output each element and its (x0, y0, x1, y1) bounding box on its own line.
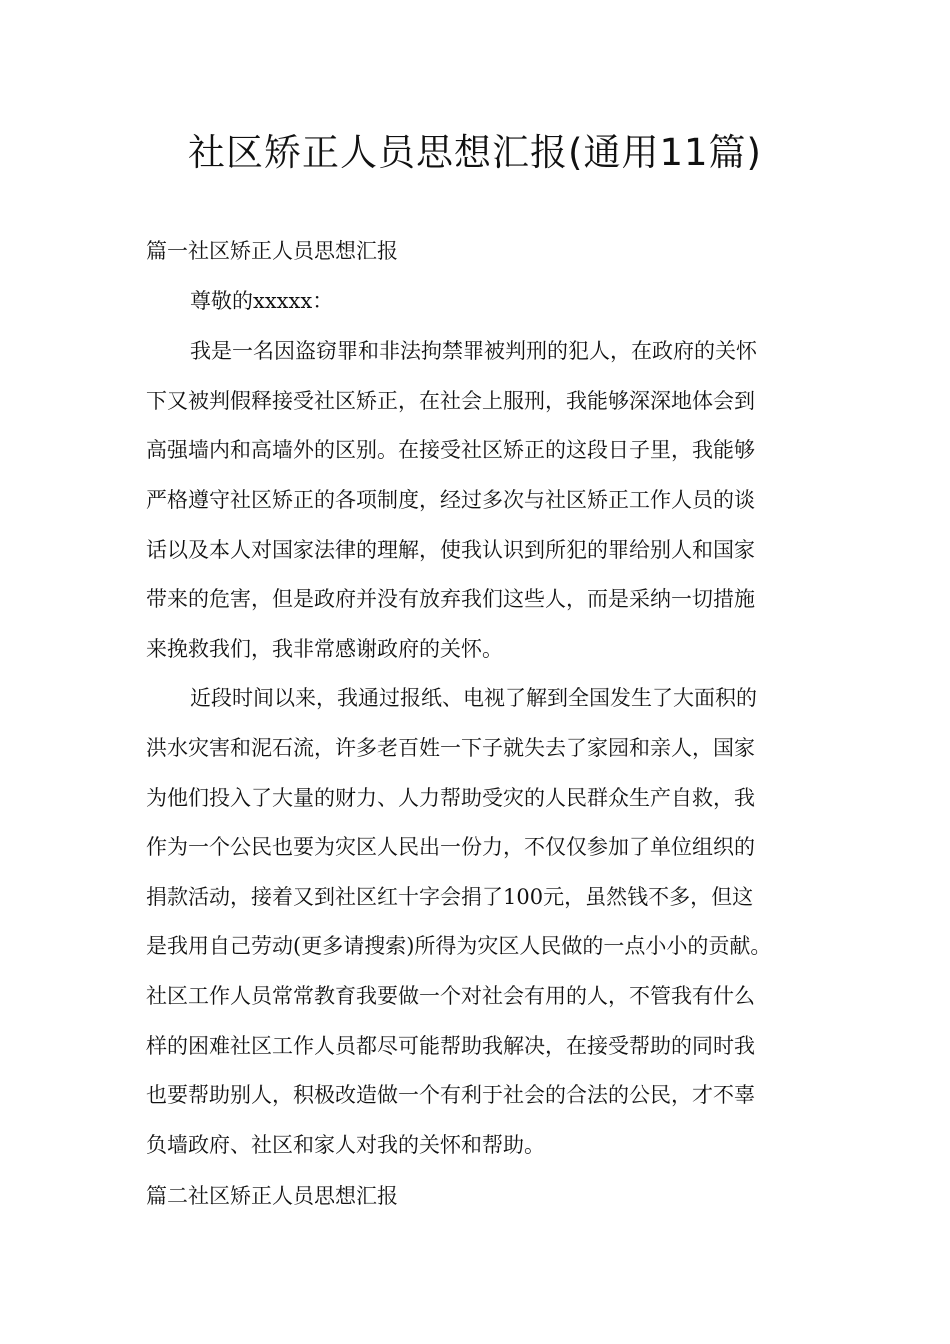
paragraph-line: 洪水灾害和泥石流，许多老百姓一下子就失去了家园和亲人，国家 (146, 736, 755, 760)
section-heading: 篇二社区矫正人员思想汇报 (146, 1184, 398, 1208)
paragraph-line: 近段时间以来，我通过报纸、电视了解到全国发生了大面积的 (190, 686, 757, 710)
paragraph-line: 为他们投入了大量的财力、人力帮助受灾的人民群众生产自救，我 (146, 786, 755, 810)
paragraph-line: 带来的危害，但是政府并没有放弃我们这些人，而是采纳一切措施 (146, 587, 755, 611)
section-heading: 篇一社区矫正人员思想汇报 (146, 239, 398, 263)
paragraph-line: 捐款活动，接着又到社区红十字会捐了100元，虽然钱不多，但这 (146, 885, 754, 909)
salutation: 尊敬的xxxxx： (190, 289, 334, 313)
document-title: 社区矫正人员思想汇报(通用11篇) (188, 131, 762, 174)
paragraph-line: 来挽救我们，我非常感谢政府的关怀。 (146, 637, 503, 661)
paragraph-line: 作为一个公民也要为灾区人民出一份力，不仅仅参加了单位组织的 (146, 835, 755, 859)
paragraph-line: 下又被判假释接受社区矫正，在社会上服刑，我能够深深地体会到 (146, 389, 755, 413)
paragraph-line: 高强墙内和高墙外的区别。在接受社区矫正的这段日子里，我能够 (146, 438, 755, 462)
paragraph-line: 我是一名因盗窃罪和非法拘禁罪被判刑的犯人，在政府的关怀 (190, 339, 757, 363)
paragraph-line: 是我用自己劳动(更多请搜索)所得为灾区人民做的一点小小的贡献。 (146, 934, 772, 958)
paragraph-line: 也要帮助别人，积极改造做一个有利于社会的合法的公民，才不辜 (146, 1083, 755, 1107)
paragraph-line: 话以及本人对国家法律的理解，使我认识到所犯的罪给别人和国家 (146, 538, 755, 562)
paragraph-line: 社区工作人员常常教育我要做一个对社会有用的人，不管我有什么 (146, 984, 755, 1008)
paragraph-line: 严格遵守社区矫正的各项制度，经过多次与社区矫正工作人员的谈 (146, 488, 755, 512)
paragraph-line: 样的困难社区工作人员都尽可能帮助我解决，在接受帮助的同时我 (146, 1034, 755, 1058)
paragraph-line: 负墙政府、社区和家人对我的关怀和帮助。 (146, 1133, 545, 1157)
